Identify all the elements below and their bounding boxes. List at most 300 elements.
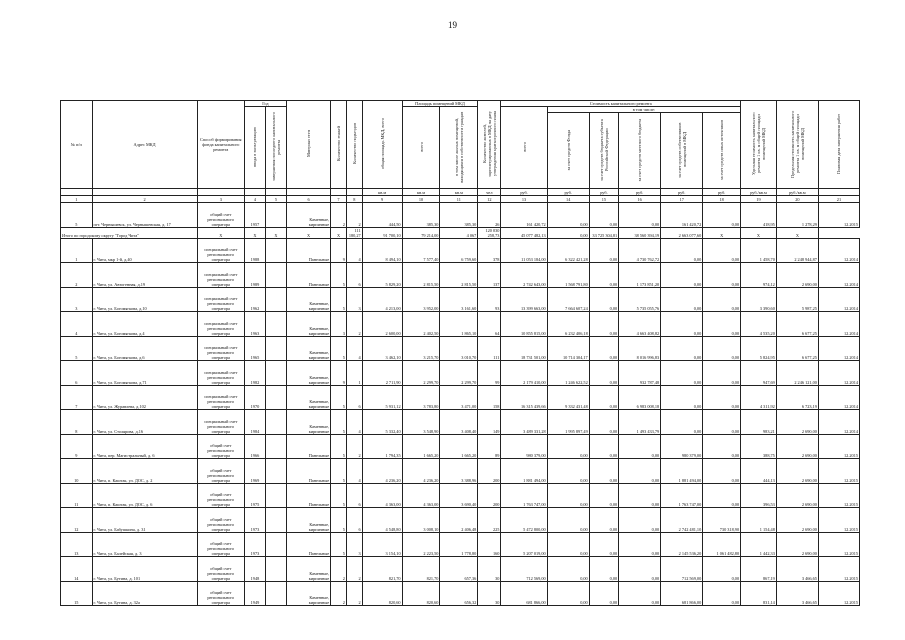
column-number-cell: 14 xyxy=(547,196,589,203)
total-row xyxy=(61,227,860,238)
table-cell: 158 xyxy=(478,385,501,410)
column-number-cell: 11 xyxy=(440,196,478,203)
column-number-cell: 6 xyxy=(286,196,330,203)
table-cell: 16 315 439,66 xyxy=(501,385,547,410)
total-cell: 4 067 xyxy=(440,227,478,238)
column-number-cell: 19 xyxy=(741,196,777,203)
table-cell: 0,00 xyxy=(619,459,661,484)
table-cell: 0,00 xyxy=(547,203,589,228)
table-cell: специальный счет регионального оператора xyxy=(197,410,244,435)
table-cell: 1 865,10 xyxy=(440,312,478,337)
table-cell: 2 815,50 xyxy=(402,263,440,288)
table-cell: 681 866,00 xyxy=(501,581,547,606)
table-row xyxy=(61,361,860,386)
table-cell: 0,00 xyxy=(589,434,618,459)
total-cell: X xyxy=(331,227,347,238)
table-cell: 1 763 747,00 xyxy=(661,483,703,508)
table-cell: 4 xyxy=(61,312,93,337)
table-cell: 1 061 482,80 xyxy=(703,532,741,557)
table-cell: г. Чита, ул. Богомягкова, д.4 xyxy=(92,312,197,337)
table-cell: 2 xyxy=(331,203,347,228)
table-cell: 1 881 494,00 xyxy=(661,459,703,484)
table-cell: 3 388,96 xyxy=(440,459,478,484)
header-incl-group: в том числе: xyxy=(547,107,740,113)
table-cell: 2 299,70 xyxy=(402,361,440,386)
table-cell: 12.2015 xyxy=(818,434,859,459)
table-cell: г. Чита, ул. Богомягкова, д.71 xyxy=(92,361,197,386)
unit-cell xyxy=(244,189,265,196)
table-cell: 12.2014 xyxy=(818,361,859,386)
table-cell: Каменные, кирпичные xyxy=(286,557,330,582)
table-cell: г. Чита, п. Каштак, ул. ДОС, д. 6 xyxy=(92,483,197,508)
table-cell: 5 xyxy=(331,385,347,410)
table-cell: Каменные, кирпичные xyxy=(286,385,330,410)
header-floors: Количество этажей xyxy=(331,101,347,189)
page-number: 19 xyxy=(448,20,457,30)
table-cell: 2 xyxy=(331,557,347,582)
table-cell: Панельные xyxy=(286,532,330,557)
table-cell: 9 xyxy=(331,238,347,263)
table-cell: 5 xyxy=(331,263,347,288)
header-federal: за счет средств бюджета субъекта Российской Федерации xyxy=(589,113,618,189)
table-cell: 8 xyxy=(61,410,93,435)
unit-cell: руб. xyxy=(619,189,661,196)
table-cell: 2 600,00 xyxy=(362,312,402,337)
table-cell: 1 xyxy=(61,238,93,263)
table-cell xyxy=(265,483,286,508)
table-cell: 0,00 xyxy=(661,361,703,386)
table-cell: 0,00 xyxy=(547,557,589,582)
table-cell: 12.2014 xyxy=(818,385,859,410)
table-cell: 2 xyxy=(331,581,347,606)
table-cell: 1969 xyxy=(244,459,265,484)
table-cell: 657,36 xyxy=(440,557,478,582)
table-cell: 0,00 xyxy=(589,287,618,312)
total-cell: X xyxy=(286,227,330,238)
table-row xyxy=(61,336,860,361)
table-cell: 2 690,00 xyxy=(776,459,818,484)
table-cell: 0,00 xyxy=(619,483,661,508)
column-number-cell: 4 xyxy=(244,196,265,203)
table-cell xyxy=(265,532,286,557)
table-cell: 1 493 433,79 xyxy=(619,410,661,435)
header-num: № п/п xyxy=(61,101,93,189)
table-cell: Каменные, кирпичные xyxy=(286,336,330,361)
table-cell: пгт. Чернышевск, ул. Чернышевская, д. 17 xyxy=(92,203,197,228)
table-cell: 15 xyxy=(61,581,93,606)
table-cell: Панельные xyxy=(286,434,330,459)
table-cell: общий счет регионального оператора xyxy=(197,581,244,606)
table-cell: 1948 xyxy=(244,557,265,582)
unit-cell xyxy=(61,189,93,196)
table-cell: 149 xyxy=(478,410,501,435)
table-cell: 2 xyxy=(346,434,362,459)
table-cell: 712 569,00 xyxy=(501,557,547,582)
total-cell: X xyxy=(741,227,777,238)
table-cell: 980 379,00 xyxy=(501,434,547,459)
table-cell: 0,00 xyxy=(589,361,618,386)
table-cell: 7 xyxy=(61,385,93,410)
table-cell: 0,00 xyxy=(703,238,741,263)
table-cell: 0,00 xyxy=(589,336,618,361)
table-cell: 3 408,40 xyxy=(440,410,478,435)
table-cell: 5 xyxy=(61,336,93,361)
unit-cell: чел xyxy=(478,189,501,196)
table-cell: 1 173 851,20 xyxy=(619,263,661,288)
table-cell: 6 723,19 xyxy=(776,385,818,410)
table-cell: 396,53 xyxy=(741,483,777,508)
table-cell: 0,00 xyxy=(589,532,618,557)
table-cell: 4 213,00 xyxy=(362,287,402,312)
column-number-cell: 21 xyxy=(818,196,859,203)
table-cell: 93 xyxy=(478,287,501,312)
table-cell: 111 xyxy=(478,336,501,361)
table-cell: общий счет регионального оператора xyxy=(197,434,244,459)
table-cell: 2 742 643,00 xyxy=(501,263,547,288)
table-cell: 0,00 xyxy=(703,410,741,435)
table-cell: 1 154,48 xyxy=(741,508,777,533)
table-cell: 1973 xyxy=(244,508,265,533)
table-cell: 5 472 800,00 xyxy=(501,508,547,533)
header-year-group: Год xyxy=(244,101,286,107)
unit-cell: руб./кв.м xyxy=(741,189,777,196)
table-cell: г. Чита, п. Каштак, ул. ДОС, д. 2 xyxy=(92,459,197,484)
table-cell: 0,00 xyxy=(589,263,618,288)
table-cell: г. Чита, ул. Автогенная, д.19 xyxy=(92,263,197,288)
table-cell: 12.2014 xyxy=(818,263,859,288)
table-cell: 2 690,00 xyxy=(776,532,818,557)
table-cell: 7 577,40 xyxy=(402,238,440,263)
table-cell: 1982 xyxy=(244,361,265,386)
unit-cell xyxy=(818,189,859,196)
table-cell: 3 783,80 xyxy=(402,385,440,410)
table-cell: 1989 xyxy=(244,263,265,288)
table-cell: 1 xyxy=(346,361,362,386)
table-cell: 14 xyxy=(61,557,93,582)
table-cell: 0,00 xyxy=(547,532,589,557)
table-cell: 0,00 xyxy=(589,557,618,582)
table-cell: 385,30 xyxy=(440,203,478,228)
header-residents: Количество жителей, зарегистрированных в МКД на дату утверждения краткосрочного плана xyxy=(478,101,501,189)
header-other: за счет средств иных источников xyxy=(703,113,741,189)
column-number-cell: 10 xyxy=(402,196,440,203)
table-row xyxy=(61,532,860,557)
table-cell: 2 815,50 xyxy=(440,263,478,288)
table-cell: 3 471,00 xyxy=(440,385,478,410)
table-cell: 2 742 481,10 xyxy=(661,508,703,533)
table-cell: 9 xyxy=(61,434,93,459)
table-cell: 0,00 xyxy=(619,434,661,459)
header-wall-material: Материал стен xyxy=(286,101,330,189)
table-cell: 3 466,65 xyxy=(776,557,818,582)
table-cell: 12.2015 xyxy=(818,581,859,606)
table-cell: 10 xyxy=(61,459,93,484)
table-cell: 1962 xyxy=(244,287,265,312)
table-cell: Каменные, кирпичные xyxy=(286,203,330,228)
table-cell: 1 881 494,00 xyxy=(501,459,547,484)
table-cell: специальный счет регионального оператора xyxy=(197,312,244,337)
table-cell: 3 215,70 xyxy=(402,336,440,361)
table-cell: 5 735 055,76 xyxy=(619,287,661,312)
table-cell: 5 931,12 xyxy=(362,385,402,410)
table-cell: 1975 xyxy=(244,483,265,508)
unit-cell: руб. xyxy=(547,189,589,196)
column-number-cell: 7 xyxy=(331,196,347,203)
table-cell: 4 663 408,82 xyxy=(619,312,661,337)
table-cell: 12.2014 xyxy=(818,287,859,312)
table-cell: г. Чита, ул. Бабушкина, д. 31 xyxy=(92,508,197,533)
table-cell xyxy=(265,361,286,386)
table-cell: общий счет регионального оператора xyxy=(197,532,244,557)
header-year-last-repair: завершения последнего капитального ремонта xyxy=(265,107,286,189)
total-cell: 79 214,00 xyxy=(402,227,440,238)
table-cell: г. Чита, пер. Магистральный, д. 6 xyxy=(92,434,197,459)
table-cell: 12.2015 xyxy=(818,459,859,484)
table-cell: 0,00 xyxy=(547,483,589,508)
header-area-all: всего xyxy=(402,107,440,189)
table-cell: 12.2015 xyxy=(818,557,859,582)
table-cell: 13 399 663,00 xyxy=(501,287,547,312)
table-cell: 378 xyxy=(478,238,501,263)
table-cell: 385,30 xyxy=(402,203,440,228)
table-cell: 3 010,70 xyxy=(440,336,478,361)
table-cell: 12.2014 xyxy=(818,312,859,337)
table-cell: 4 311,92 xyxy=(741,385,777,410)
table-cell: 10 855 815,00 xyxy=(501,312,547,337)
table-cell: 0,00 xyxy=(589,459,618,484)
table-cell: 0,00 xyxy=(703,434,741,459)
total-cell: 0,00 xyxy=(547,227,589,238)
table-cell: 3 466,65 xyxy=(776,581,818,606)
table-cell: 444,50 xyxy=(362,203,402,228)
table-cell: 0,00 xyxy=(703,312,741,337)
capital-repair-table-wrapper xyxy=(60,100,860,606)
table-cell: 0,00 xyxy=(661,287,703,312)
unit-cell: руб. xyxy=(703,189,741,196)
table-cell: специальный счет регионального оператора xyxy=(197,385,244,410)
table-cell: 200 xyxy=(478,459,501,484)
table-cell: Каменные, кирпичные xyxy=(286,581,330,606)
table-cell: общий счет регионального оператора xyxy=(197,483,244,508)
unit-cell: кв.м xyxy=(440,189,478,196)
table-cell: 1984 xyxy=(244,410,265,435)
table-cell: 0,00 xyxy=(661,410,703,435)
table-cell: 4 236,20 xyxy=(362,459,402,484)
table-cell: 0,00 xyxy=(661,238,703,263)
table-cell: 1 568 791,80 xyxy=(547,263,589,288)
table-cell: 4 535,20 xyxy=(741,312,777,337)
header-local: за счет средств местного бюджета xyxy=(619,113,661,189)
table-cell: 0,00 xyxy=(703,581,741,606)
table-cell: г. Чита, мкр 1-й, д.40 xyxy=(92,238,197,263)
table-cell: 0,00 xyxy=(619,203,661,228)
table-cell: 0,00 xyxy=(547,581,589,606)
table-cell: Каменные, кирпичные xyxy=(286,312,330,337)
table-cell: 6 xyxy=(346,508,362,533)
unit-cell xyxy=(265,189,286,196)
table-cell: 5 xyxy=(331,459,347,484)
table-cell: 821,70 xyxy=(362,557,402,582)
table-cell: 2 179 410,00 xyxy=(501,361,547,386)
table-cell: 3 xyxy=(346,287,362,312)
total-cell: 111 180,27 xyxy=(346,227,362,238)
table-cell: г. Чита, ул. Столярова, д.16 xyxy=(92,410,197,435)
table-cell: 18 731 501,00 xyxy=(501,336,547,361)
table-row xyxy=(61,483,860,508)
table-cell xyxy=(265,459,286,484)
table-cell: 983,21 xyxy=(741,410,777,435)
table-row xyxy=(61,434,860,459)
table-cell: 12.2014 xyxy=(818,336,859,361)
table-cell: 1 246 622,52 xyxy=(547,361,589,386)
column-number-cell: 12 xyxy=(478,196,501,203)
table-cell: 6 322 421,28 xyxy=(547,238,589,263)
total-cell: X xyxy=(703,227,741,238)
table-cell: 0,00 xyxy=(703,336,741,361)
table-cell: 1 665,20 xyxy=(440,434,478,459)
column-number-cell: 13 xyxy=(501,196,547,203)
unit-cell: кв.м xyxy=(402,189,440,196)
table-cell: 1 442,33 xyxy=(741,532,777,557)
total-cell: X xyxy=(197,227,244,238)
table-row xyxy=(61,581,860,606)
table-cell: 0,00 xyxy=(547,459,589,484)
table-cell xyxy=(265,263,286,288)
table-cell: 12.2015 xyxy=(818,508,859,533)
table-cell xyxy=(265,203,286,228)
table-cell: 6 232 406,18 xyxy=(547,312,589,337)
table-cell: г. Чита, ул. Бутина, д. 32а xyxy=(92,581,197,606)
table-cell: 681 866,00 xyxy=(661,581,703,606)
header-planned-date: Плановая дата завершения работ xyxy=(818,101,859,189)
table-cell: 3 xyxy=(61,287,93,312)
table-cell: 12.2014 xyxy=(818,238,859,263)
table-row xyxy=(61,508,860,533)
table-cell: 4 363,00 xyxy=(402,483,440,508)
table-cell: 831,14 xyxy=(741,581,777,606)
table-cell: 6 xyxy=(61,361,93,386)
table-cell: г. Чита, ул. Балейская, д. 3 xyxy=(92,532,197,557)
table-cell: 6 677,25 xyxy=(776,312,818,337)
table-cell: 2 xyxy=(346,557,362,582)
table-cell: 2 690,00 xyxy=(776,434,818,459)
table-cell: 8 016 996,83 xyxy=(619,336,661,361)
table-cell: 0,00 xyxy=(547,434,589,459)
header-method: Способ формирования фонда капитального ремонта xyxy=(197,101,244,189)
table-cell: 2 690,00 xyxy=(776,410,818,435)
table-cell: 3 952,00 xyxy=(402,287,440,312)
table-cell: 867,19 xyxy=(741,557,777,582)
table-cell: 418,95 xyxy=(741,203,777,228)
table-cell: 947,69 xyxy=(741,361,777,386)
header-premises-area-group: Площадь помещений МКД xyxy=(402,101,478,107)
table-cell: 1 995 897,49 xyxy=(547,410,589,435)
table-cell: 2 402,50 xyxy=(402,312,440,337)
column-numbers-row xyxy=(61,196,860,203)
table-cell: 10 714 304,17 xyxy=(547,336,589,361)
table-cell: 200 xyxy=(478,483,501,508)
table-cell: 4 730 762,72 xyxy=(619,238,661,263)
units-row xyxy=(61,189,860,196)
column-number-cell: 1 xyxy=(61,196,93,203)
header-cost-group: Стоимость капитального ремонта xyxy=(501,101,741,107)
column-number-cell: 5 xyxy=(265,196,286,203)
table-row xyxy=(61,203,860,228)
table-cell: 2 690,00 xyxy=(776,263,818,288)
total-cell: 45 077 482,13 xyxy=(501,227,547,238)
column-number-cell: 16 xyxy=(619,196,661,203)
table-cell xyxy=(265,312,286,337)
table-cell: 1 763 747,00 xyxy=(501,483,547,508)
table-cell: 0,00 xyxy=(589,483,618,508)
table-cell: 656,32 xyxy=(440,581,478,606)
table-cell: 2 246 121,00 xyxy=(776,361,818,386)
table-cell: г. Чита, ул. Бутина, д. 101 xyxy=(92,557,197,582)
table-cell: 160 xyxy=(478,532,501,557)
table-row xyxy=(61,459,860,484)
table-cell xyxy=(265,287,286,312)
table-cell: 9 332 431,48 xyxy=(547,385,589,410)
table-cell: 0,00 xyxy=(619,581,661,606)
table-cell: 5 xyxy=(331,508,347,533)
table-cell: 11 053 184,00 xyxy=(501,238,547,263)
unit-cell xyxy=(197,189,244,196)
total-cell: 2 663 077,60 xyxy=(661,227,703,238)
table-cell: общий счет регионального оператора xyxy=(197,508,244,533)
table-cell: 0,00 xyxy=(703,385,741,410)
table-cell: 5 xyxy=(331,287,347,312)
table-cell: 0,00 xyxy=(589,203,618,228)
table-cell: 0,00 xyxy=(661,336,703,361)
total-cell: 33 725 304,81 xyxy=(589,227,618,238)
unit-cell: руб. xyxy=(589,189,618,196)
header-entrances: Количество подъездов xyxy=(346,101,362,189)
unit-cell xyxy=(92,189,197,196)
table-cell: 2 299,70 xyxy=(440,361,478,386)
table-cell: 1 278,29 xyxy=(776,203,818,228)
table-cell: 5 xyxy=(61,203,93,228)
table-cell: 980 379,00 xyxy=(661,434,703,459)
table-cell: 1965 xyxy=(244,336,265,361)
capital-repair-table xyxy=(60,100,860,606)
table-cell xyxy=(265,508,286,533)
total-cell: 91 700,10 xyxy=(362,227,402,238)
table-cell: Панельные xyxy=(286,263,330,288)
table-cell: 3 154,10 xyxy=(362,532,402,557)
column-number-cell: 8 xyxy=(346,196,362,203)
table-cell: 2 690,00 xyxy=(776,483,818,508)
table-cell: Каменные, кирпичные xyxy=(286,361,330,386)
column-number-cell: 18 xyxy=(703,196,741,203)
table-cell: 1 665,20 xyxy=(402,434,440,459)
table-cell: 5 987,25 xyxy=(776,287,818,312)
table-cell: 3 690,40 xyxy=(440,483,478,508)
table-cell xyxy=(265,336,286,361)
table-cell: общий счет регионального оператора xyxy=(197,459,244,484)
table-cell: 0,00 xyxy=(589,312,618,337)
table-cell: 1 458,70 xyxy=(741,238,777,263)
table-cell: 89 xyxy=(478,434,501,459)
table-cell: 6 xyxy=(346,263,362,288)
unit-cell xyxy=(286,189,330,196)
column-number-cell: 17 xyxy=(661,196,703,203)
table-row xyxy=(61,410,860,435)
table-cell: 2 xyxy=(61,263,93,288)
table-cell: 8 494,10 xyxy=(362,238,402,263)
table-cell: 26 xyxy=(478,203,501,228)
table-cell: 2 711,90 xyxy=(362,361,402,386)
table-cell: 3 548,90 xyxy=(402,410,440,435)
